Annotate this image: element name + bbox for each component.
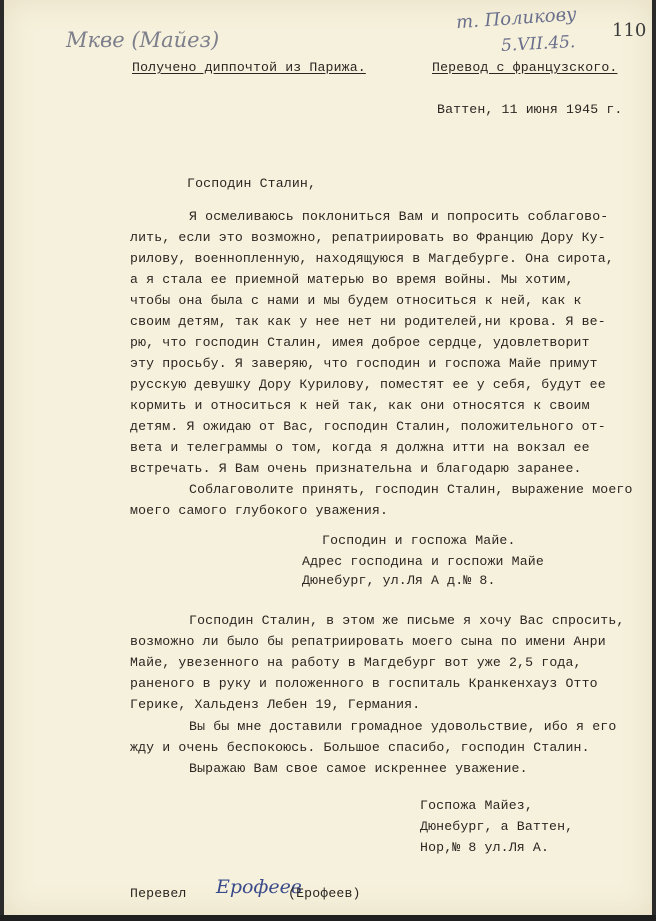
header-received-note: Получено диппочтой из Парижа. — [132, 60, 366, 75]
text-line: Адрес господина и госпожи Майе — [302, 554, 544, 569]
text-line: рилову, военнопленную, находящуюся в Магдебурге. Она сирота, — [130, 251, 614, 266]
text-line: встречать. Я Вам очень признательна и благодарю заранее. — [130, 461, 582, 476]
text-line: лить, если это возможно, репатриировать во Францию Дору Ку- — [130, 230, 606, 245]
text-line: кормить и относиться к ней так, как они относятся к своим — [130, 398, 590, 413]
text-line: Госпожа Майез, — [420, 798, 533, 813]
page-number: 110 — [612, 20, 647, 41]
signature-mayet-couple: Господин и госпожа Майе. — [322, 533, 516, 548]
text-line: чтобы она была с нами и мы будем относиться к ней, как к — [130, 293, 582, 308]
handwritten-note-top-left: Мкве (Майез) — [66, 28, 220, 52]
text-line: Вы бы мне доставили громадное удовольствие, ибо я его — [189, 719, 617, 734]
text-line: рю, что господин Сталин, имея доброе сердце, удовлетворит — [130, 335, 590, 350]
text-line: а я стала ее приемной матерью во время войны. Мы хотим, — [130, 272, 574, 287]
text-line: русскую девушку Дору Курилову, поместят ее у себя, будут ее — [130, 377, 606, 392]
text-line: Господин Сталин, в этом же письме я хочу Вас спросить, — [189, 613, 625, 628]
text-line: Дюнебург, а Ваттен, — [420, 819, 574, 834]
text-line: Соблаговолите принять, господин Сталин, выражение моего — [189, 482, 633, 497]
place-date: Ваттен, 11 июня 1945 г. — [437, 102, 623, 117]
text-line: раненого в руку и положенного в госпиталь Кранкенхауз Отто — [130, 676, 598, 691]
text-line: Дюнебург, ул.Ля А д.№ 8. — [302, 573, 496, 588]
text-line: моего самого глубокого уважения. — [130, 503, 389, 518]
scan-edge — [0, 915, 656, 921]
text-line: эту просьбу. Я заверяю, что господин и госпожа Майе примут — [130, 356, 598, 371]
text-line: своим детям, так как у нее нет ни родителей,ни крова. Я ве- — [130, 314, 606, 329]
header-translation-note: Перевод с французского. — [432, 60, 618, 75]
translator-name: (Ерофеев) — [288, 886, 361, 901]
text-line: Я осмеливаюсь поклониться Вам и попросить соблагово- — [189, 209, 609, 224]
text-line: Майе, увезенного на работу в Магдебург вот уже 2,5 года, — [130, 655, 582, 670]
text-line: Герике, Хальденз Лебен 19, Германия. — [130, 697, 421, 712]
text-line: Нор,№ 8 ул.Ля А. — [420, 840, 550, 855]
handwritten-note-top-right: т. Поликову — [455, 3, 578, 34]
translator-label: Перевел — [130, 886, 187, 901]
text-line: жду и очень беспокоюсь. Большое спасибо, господин Сталин. — [130, 740, 590, 755]
translator-signature: Ерофеев — [216, 876, 302, 898]
text-line: Выражаю Вам свое самое искреннее уважение. — [189, 761, 528, 776]
text-line: детям. Я ожидаю от Вас, господин Сталин, положительного от- — [130, 419, 606, 434]
document-page — [4, 0, 652, 915]
handwritten-date-top-right: 5.VII.45. — [500, 32, 576, 56]
text-line: вета и телеграммы о том, когда я должна итти на вокзал ее — [130, 440, 590, 455]
salutation: Господин Сталин, — [187, 176, 317, 191]
text-line: возможно ли было бы репатриировать моего сына по имени Анри — [130, 634, 606, 649]
